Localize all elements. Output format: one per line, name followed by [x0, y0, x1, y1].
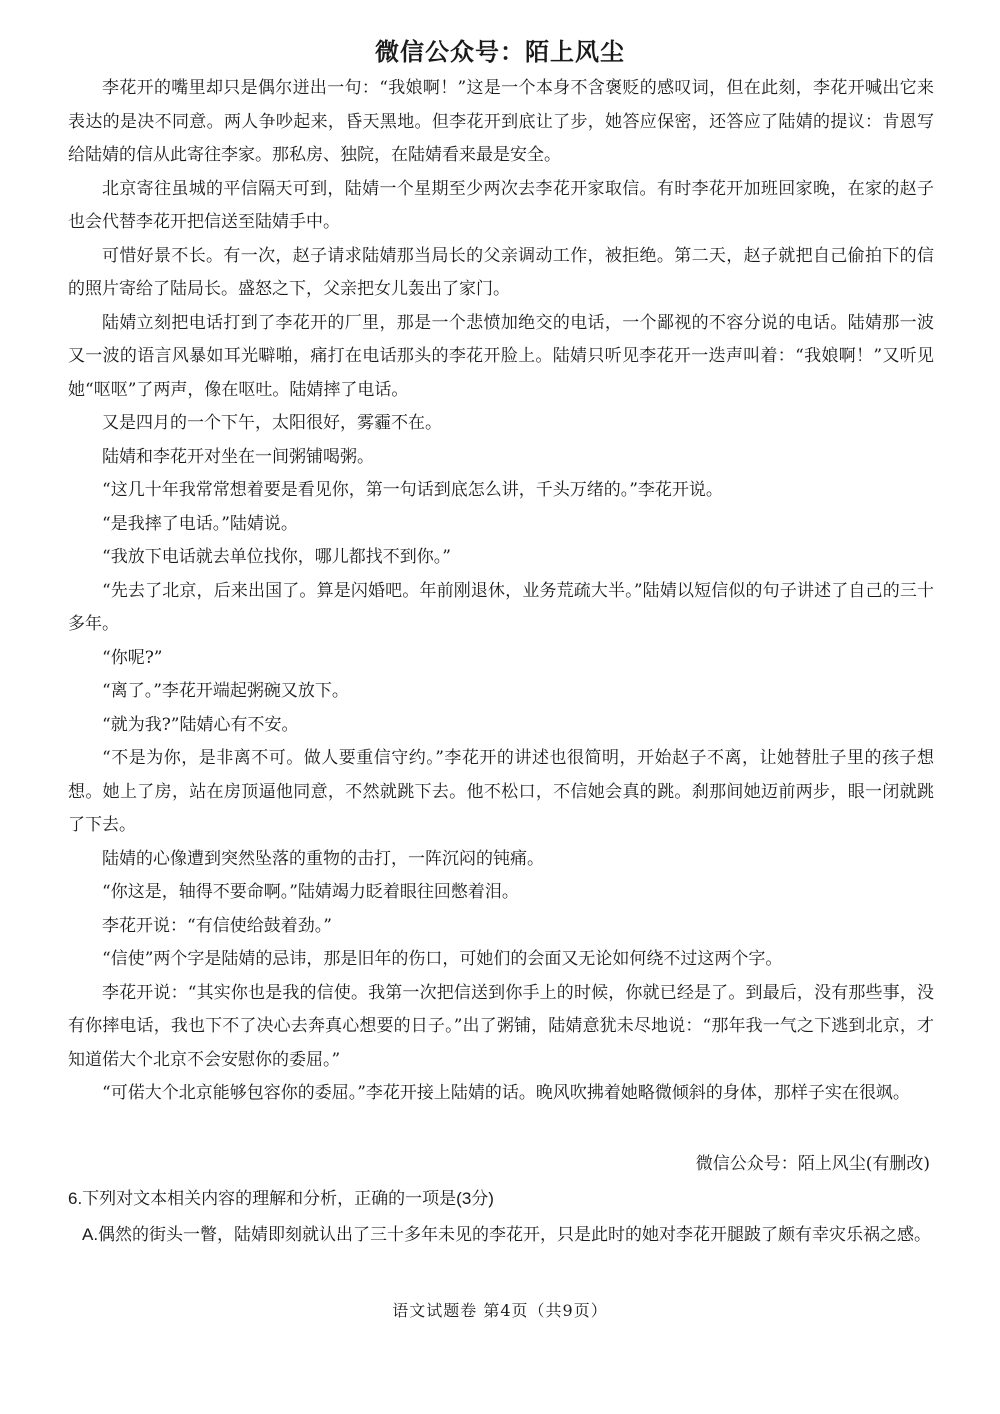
paragraph: “先去了北京，后来出国了。算是闪婚吧。年前刚退休，业务荒疏大半。”陆婧以短信似的句子讲述了自己的三十多年。	[68, 580, 934, 634]
question-option-a: A.偶然的街头一瞥，陆婧即刻就认出了三十多年未见的李花开，只是此时的她对李花开腿跛了颇有幸灾乐祸之感。	[82, 1225, 932, 1244]
paragraph: “不是为你，是非离不可。做人要重信守约。”李花开的讲述也很简明，开始赵子不离，让她替肚子里的孩子想想。她上了房，站在房顶逼他同意，不然就跳下去。他不松口，不信她会真的跳。刹那间她迈前两步，眼一闭就跳了下去。	[68, 748, 934, 835]
paragraph: “可偌大个北京能够包容你的委屈。”李花开接上陆婧的话。晚风吹拂着她略微倾斜的身体，那样子实在很飒。	[102, 1083, 910, 1103]
paragraph: “我放下电话就去单位找你，哪儿都找不到你。”	[102, 547, 451, 567]
paragraph: 陆婧和李花开对坐在一间粥铺喝粥。	[102, 446, 374, 467]
paragraph: “你这是，轴得不要命啊。”陆婧竭力眨着眼往回憋着泪。	[102, 882, 519, 902]
paragraph: “这几十年我常常想着要是看见你，第一句话到底怎么讲，千头万绪的。”李花开说。	[102, 480, 723, 500]
page-footer: 语文试题卷 第4页（共9页）	[392, 1301, 608, 1320]
paragraph: “信使”两个字是陆婧的忌讳，那是旧年的伤口，可她们的会面又无论如何绕不过这两个字。	[102, 949, 783, 969]
page-header-title: 微信公众号：陌上风尘	[375, 37, 625, 66]
paragraph: 北京寄往虽城的平信隔天可到，陆婧一个星期至少两次去李花开家取信。有时李花开加班回家晚，在家的赵子也会代替李花开把信送至陆婧手中。	[68, 178, 934, 232]
paragraph: 可惜好景不长。有一次，赵子请求陆婧那当局长的父亲调动工作，被拒绝。第二天，赵子就把自己偷拍下的信的照片寄给了陆局长。盛怒之下，父亲把女儿轰出了家门。	[68, 245, 934, 299]
paragraph: 陆婧立刻把电话打到了李花开的厂里，那是一个悲愤加绝交的电话，一个鄙视的不容分说的电话。陆婧那一波又一波的语言风暴如耳光噼啪，痛打在电话那头的李花开脸上。陆婧只听见李花开一迭声叫着：“我娘啊！”又听见她“呕呕”了两声，像在呕吐。陆婧摔了电话。	[68, 312, 934, 400]
paragraph: 李花开的嘴里却只是偶尔迸出一句：“我娘啊！”这是一个本身不含褒贬的感叹词，但在此刻，李花开喊出它来表达的是决不同意。两人争吵起来，昏天黑地。但李花开到底让了步，她答应保密，还答应了陆婧的提议：肯恩写给陆婧的信从此寄往李家。那私房、独院，在陆婧看来最是安全。	[68, 78, 934, 165]
question-block	[68, 1184, 934, 1251]
paragraph: 又是四月的一个下午，太阳很好，雾霾不在。	[102, 413, 442, 433]
paragraph: “是我摔了电话。”陆婧说。	[102, 513, 298, 534]
source-attribution: 微信公众号：陌上风尘(有删改)	[695, 1154, 930, 1174]
paragraph: “你呢?”	[102, 647, 163, 668]
paragraph: 陆婧的心像遭到突然坠落的重物的击打，一阵沉闷的钝痛。	[102, 848, 544, 869]
paragraph: “就为我?”陆婧心有不安。	[102, 714, 299, 735]
paragraph: “离了。”李花开端起粥碗又放下。	[102, 681, 349, 701]
question-stem: 6.下列对文本相关内容的理解和分析，正确的一项是(3分)	[68, 1189, 494, 1208]
paragraph: 李花开说：“其实你也是我的信使。我第一次把信送到你手上的时候，你就已经是了。到最后，没有那些事，没有你摔电话，我也下不了决心去奔真心想要的日子。”出了粥铺，陆婧意犹未尽地说：“那年我一气之下逃到北京，才知道偌大个北京不会安慰你的委屈。”	[68, 982, 934, 1070]
article-body	[68, 72, 934, 1111]
paragraph: 李花开说：“有信使给鼓着劲。”	[102, 915, 332, 936]
